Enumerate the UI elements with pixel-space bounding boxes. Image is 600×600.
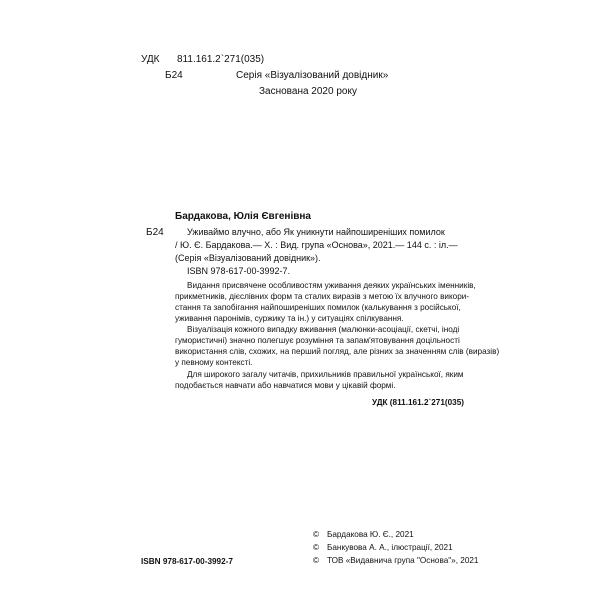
title-line: (Серія «Візуалізований довідник»).: [175, 253, 321, 263]
annotation-line: Видання присвячене особливостям уживання деяких українських іменників,: [187, 281, 476, 290]
title-line: / Ю. Є. Бардакова.— Х. : Вид. група «Основа», 2021.— 144 с. : іл.—: [175, 240, 458, 250]
copyright-line: [313, 530, 414, 539]
copyright-text: Банкувова А. А., ілюстрації, 2021: [327, 543, 453, 552]
annotation-line: гумористичні) значно полегшує розуміння та запам'ятовування доцільності: [175, 336, 460, 345]
annotation-line: прикметників, дієслівних форм та сталих виразів з метою їх влучного викори-: [175, 292, 470, 301]
title-line: Уживаймо влучно, або Як уникнути найпоширеніших помилок: [187, 227, 445, 237]
annotation-line: стання та запобігання найпоширеніших помилок (калькування з російської,: [175, 303, 461, 312]
bbk-code: Б24: [165, 70, 183, 81]
annotation-line: уживання паронімів, суржику та ін.) у ситуаціях спілкування.: [175, 314, 404, 323]
copyright-icon: ©: [313, 556, 320, 565]
udk-value: 811.161.2`271(035): [177, 54, 265, 65]
annotation-line: у певному контексті.: [175, 358, 253, 367]
author-heading: Бардакова, Юлія Євгенівна: [175, 211, 311, 222]
annotation-line: Візуалізація кожного випадку вживання (малюнки-асоціації, скетчі, іноді: [187, 325, 460, 334]
udk-label: УДК: [141, 54, 160, 65]
series-founded: Заснована 2020 року: [259, 86, 357, 97]
footer-isbn: ISBN 978-617-00-3992-7: [141, 557, 233, 566]
copyright-text: Бардакова Ю. Є., 2021: [327, 530, 414, 539]
annotation-line: використання слів, схожих, на перший погляд, але різних за значенням слів (виразів): [175, 347, 500, 356]
isbn-line: ISBN 978-617-00-3992-7.: [187, 266, 291, 276]
copyright-icon: ©: [313, 530, 320, 539]
record-code: Б24: [146, 227, 164, 238]
copyright-icon: ©: [313, 543, 320, 552]
series-title: Серія «Візуалізований довідник»: [236, 70, 389, 81]
annotation-line: подобається навчати або навчатися мови у цікавій формі.: [175, 381, 396, 390]
copyright-line: [313, 556, 478, 565]
copyright-line: [313, 543, 453, 552]
udk-footer: УДК (811.161.2`271(035): [372, 398, 464, 407]
annotation-line: Для широкого загалу читачів, прихильників правильної української, яким: [187, 370, 464, 379]
copyright-text: ТОВ «Видавнича група "Основа"», 2021: [327, 556, 479, 565]
